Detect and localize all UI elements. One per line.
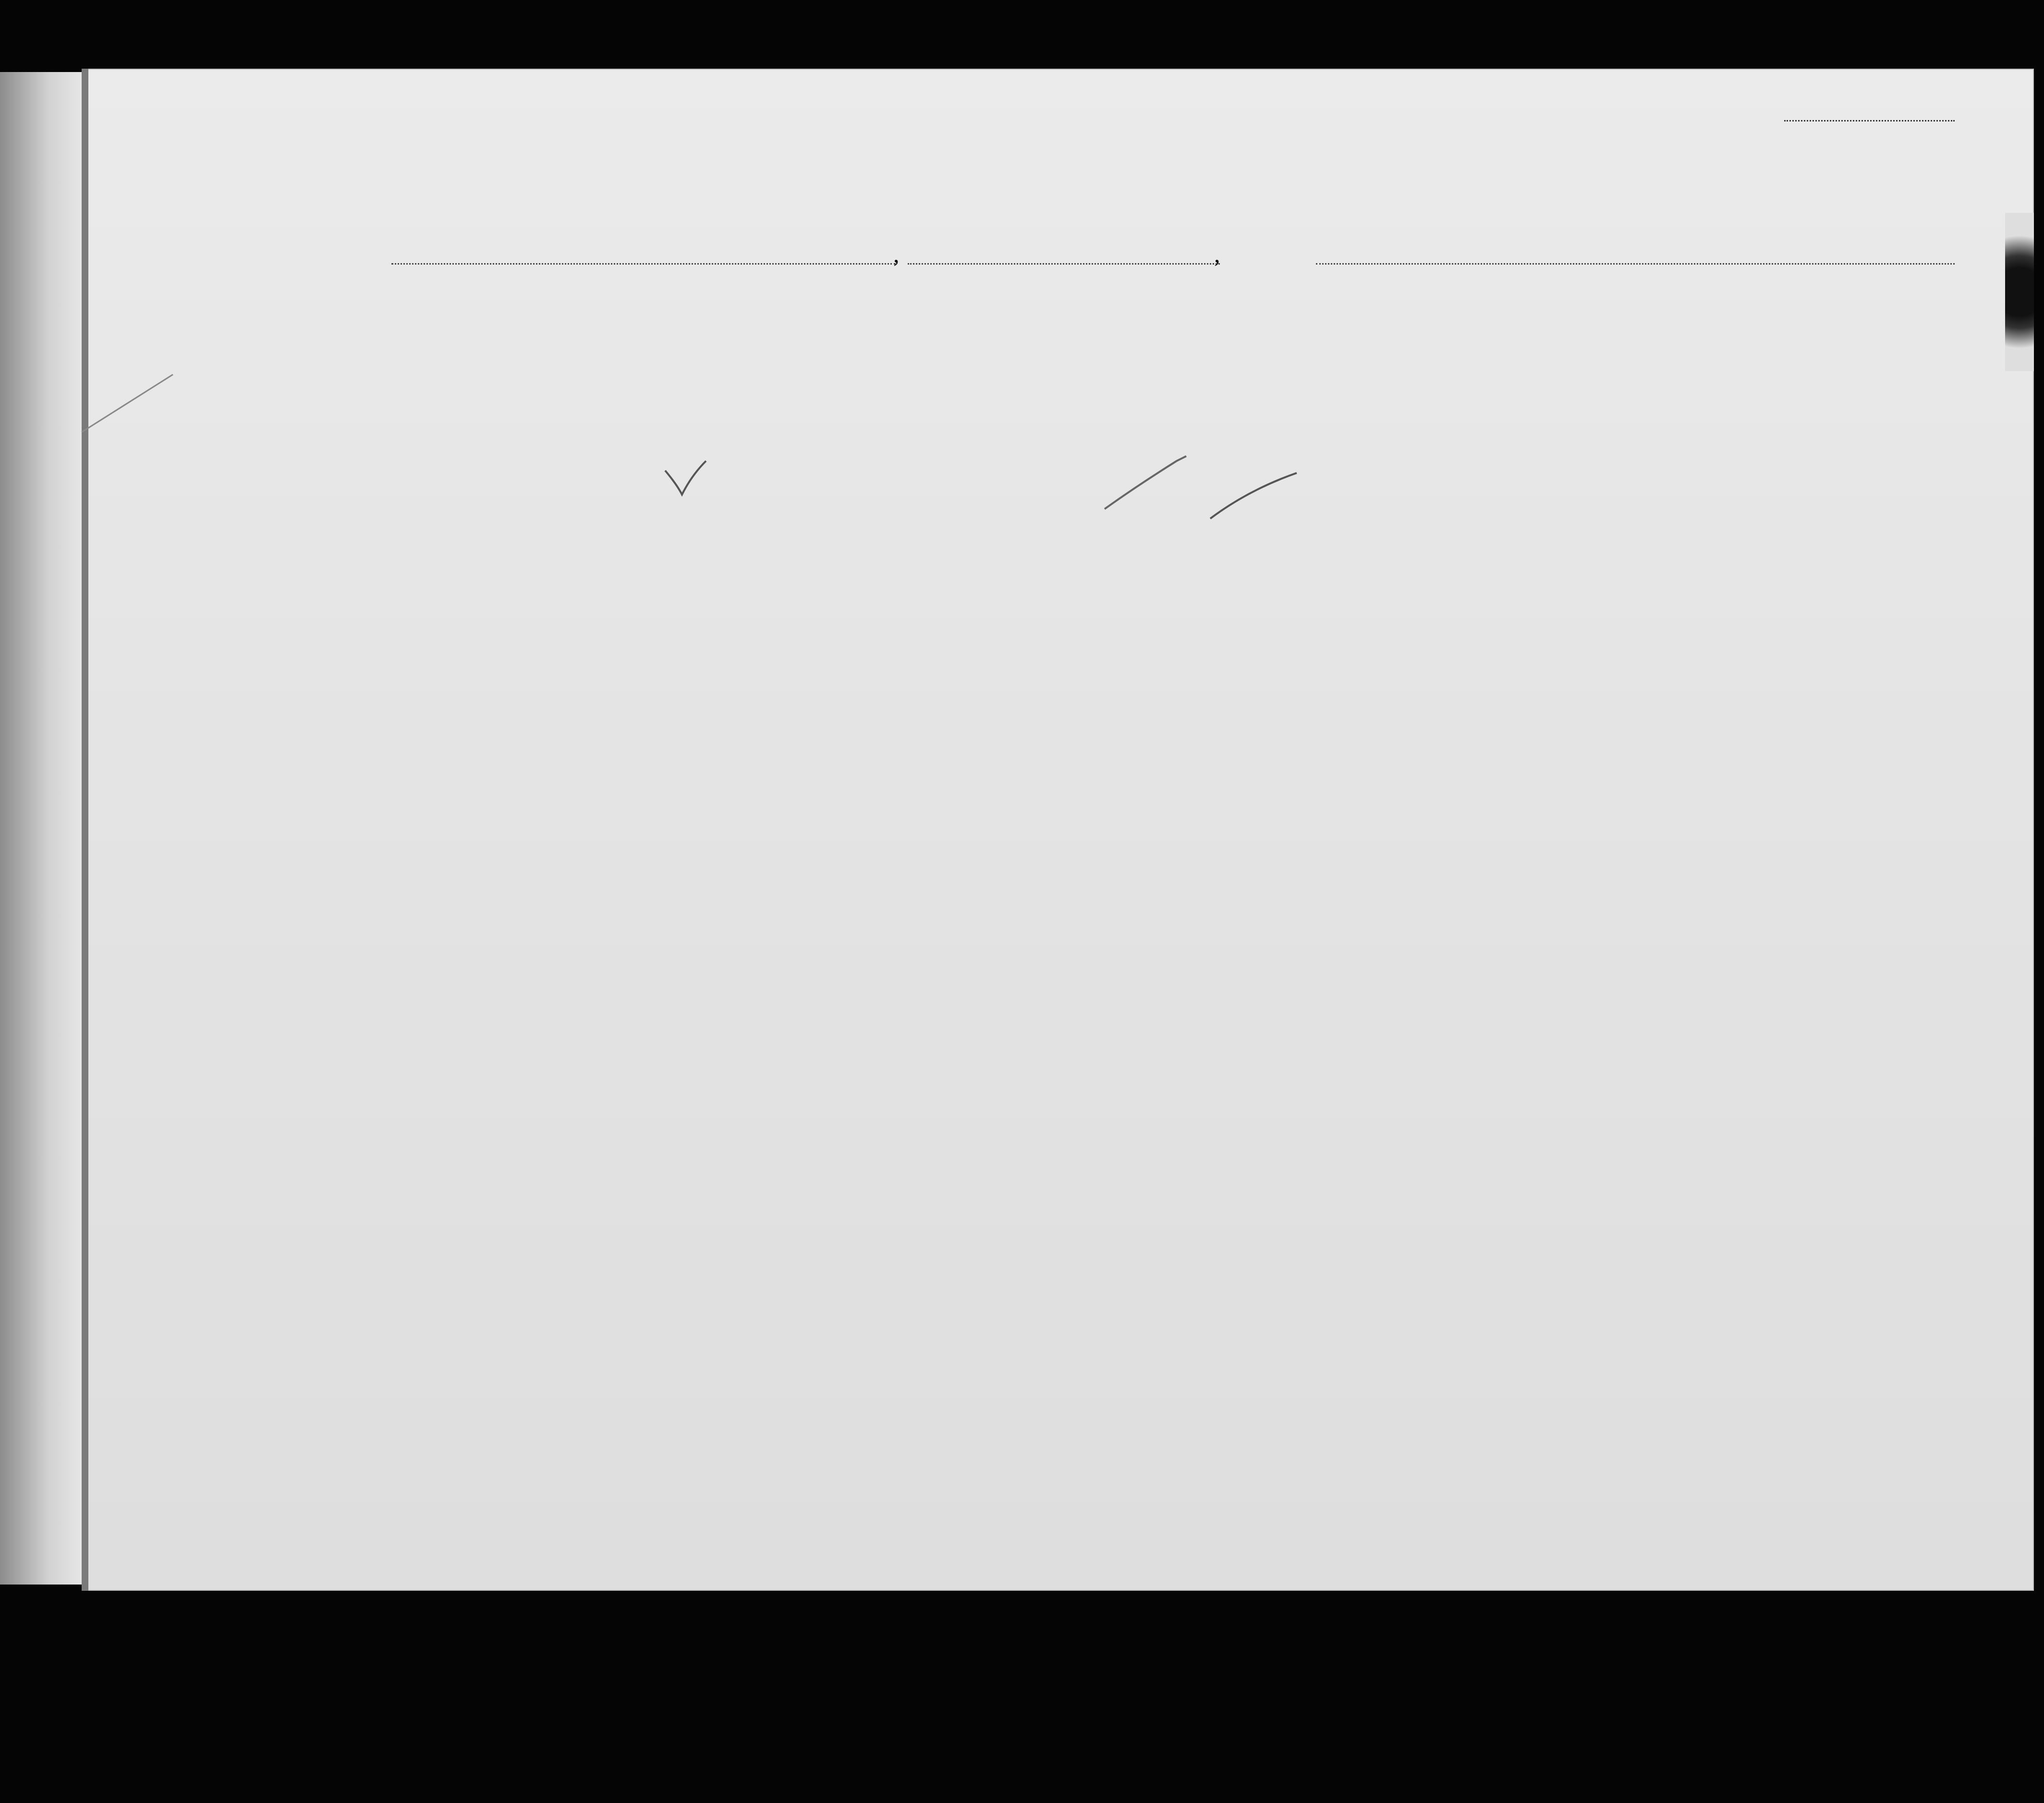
comma-mark-2: , — [1214, 241, 1220, 267]
strike-24 — [1210, 473, 1297, 519]
checkmark-24 — [1105, 456, 1186, 509]
checkmark-20 — [665, 461, 706, 495]
comma-mark: , — [893, 241, 900, 267]
slash-17 — [82, 375, 173, 432]
